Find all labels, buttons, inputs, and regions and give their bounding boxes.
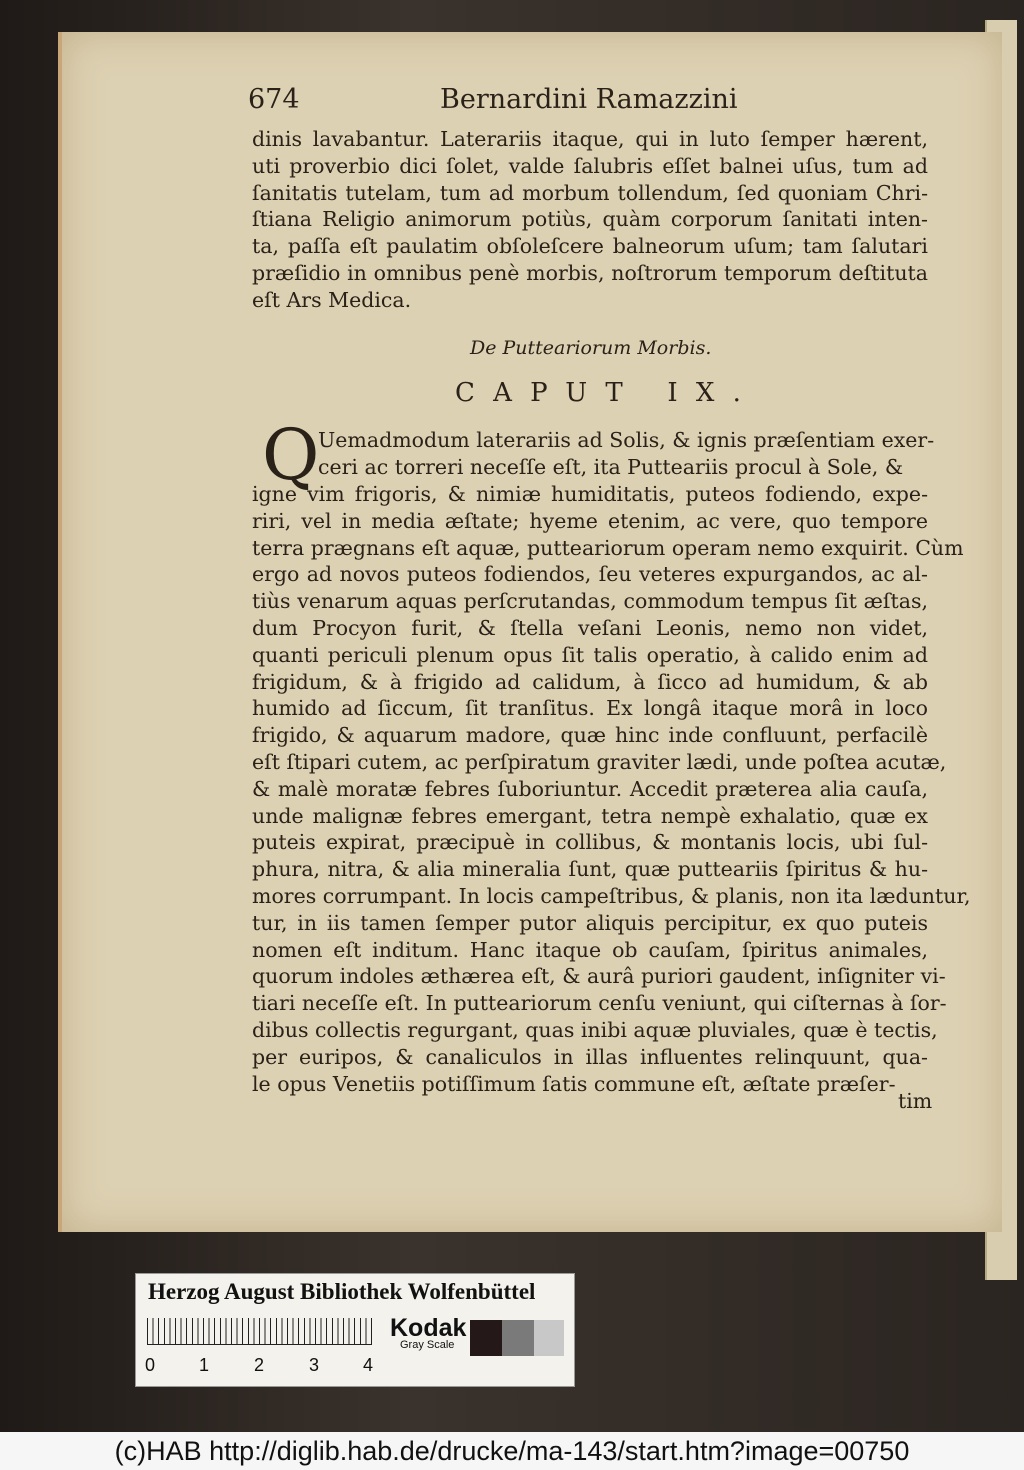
- text-line: ta, paſſa eſt paulatim obſoleſcere balneorum uſum; tam ſalutari: [252, 234, 928, 259]
- text-line: frigido, & aquarum madore, quæ hinc inde confluunt, perfacilè: [252, 723, 928, 748]
- section-subtitle: De Putteariorum Morbis.: [470, 337, 712, 359]
- text-line: ergo ad novos puteos fodiendos, ſeu veteres expurgandos, ac al-: [252, 562, 928, 587]
- ruler: [147, 1318, 372, 1345]
- text-line: frigidum, & à frigido ad calidum, à ſicco ad humidum, & ab: [252, 669, 928, 694]
- ruler-number: 3: [309, 1355, 320, 1375]
- text-line: ſtiana Religio animorum potiùs, quàm corporum ſanitati inten-: [252, 207, 928, 232]
- gray-swatch: [470, 1320, 502, 1356]
- text-line: Uemadmodum laterariis ad Solis, & ignis præſentiam exer-: [318, 428, 935, 452]
- text-line: & malè moratæ febres ſuboriuntur. Accedit præterea alia cauſa,: [252, 776, 928, 801]
- paragraph-2-indented: [318, 427, 935, 481]
- text-line: nomen eſt inditum. Hanc itaque ob cauſam, ſpiritus animales,: [252, 937, 928, 962]
- text-line: dum Procyon furit, & ſtella veſani Leonis, nemo non videt,: [252, 615, 928, 640]
- ruler-number: 1: [199, 1355, 210, 1375]
- text-line: tur, in iis tamen ſemper putor aliquis percipitur, ex quo puteis: [252, 910, 928, 935]
- library-label: Herzog August Bibliothek Wolfenbüttel: [148, 1279, 536, 1304]
- text-line: quorum indoles æthærea eſt, & aurâ puriori gaudent, inſigniter vi-: [252, 964, 946, 989]
- gray-swatch: [502, 1320, 534, 1356]
- text-line: dibus collectis regurgant, quas inibi aquæ pluviales, quæ è tectis,: [252, 1017, 938, 1042]
- text-line: ceri ac torreri neceſſe eſt, ita Putteariis procul à Sole, &: [318, 454, 904, 479]
- copyright-footer: (c)HAB http://diglib.hab.de/drucke/ma-143/start.htm?image=00750: [0, 1432, 1024, 1470]
- gray-scale-label: Gray Scale: [400, 1339, 455, 1351]
- text-line: tiùs venarum aquas perſcrutandas, commodum tempus ſit æſtas,: [252, 589, 928, 614]
- text-line: terra prægnans eſt aquæ, putteariorum operam nemo exquirit. Cùm: [252, 535, 964, 560]
- text-line: uti proverbio dici ſolet, valde ſalubris eſſet balnei uſus, tum ad: [252, 153, 928, 178]
- text-line: le opus Venetiis potiſſimum ſatis commune eſt, æſtate præſer-: [252, 1071, 896, 1096]
- ruler-number: 4: [363, 1355, 374, 1375]
- ruler-number: 0: [145, 1355, 156, 1375]
- drop-capital: Q: [262, 414, 320, 496]
- paragraph-2: [252, 481, 971, 1097]
- text-line: eſt Ars Medica.: [252, 287, 412, 312]
- gray-swatch: [534, 1320, 564, 1356]
- text-line: humido ad ſiccum, ſit tranſitus. Ex longâ itaque morâ in loco: [252, 696, 928, 721]
- text-line: riri, vel in media æſtate; hyeme etenim, ac vere, quo tempore: [252, 508, 928, 533]
- text-line: præſidio in omnibus penè morbis, noſtrorum temporum deſtituta: [252, 260, 928, 285]
- text-line: per euripos, & canaliculos in illas influentes relinquunt, qua-: [252, 1044, 928, 1069]
- text-line: unde malignæ febres emergant, tetra nempè exhalatio, quæ ex: [252, 803, 928, 828]
- text-line: tiari neceſſe eſt. In putteariorum cenſu veniunt, qui ciſternas à ſor-: [252, 991, 947, 1016]
- text-line: quanti periculi plenum opus ſit talis operatio, à calido enim ad: [252, 642, 928, 667]
- chapter-heading: CAPUT IX.: [455, 378, 760, 408]
- page-number: 674: [248, 84, 300, 115]
- running-head: Bernardini Ramazzini: [440, 84, 738, 115]
- kodak-logo: Kodak: [390, 1314, 467, 1342]
- text-line: eſt ſtipari cutem, ac perſpiratum graviter lædi, unde poſtea acutæ,: [252, 749, 947, 774]
- catchword: tim: [898, 1089, 933, 1113]
- paragraph-1: [252, 126, 928, 314]
- text-line: ſanitatis tutelam, tum ad morbum tollendum, ſed quoniam Chri-: [252, 180, 928, 205]
- text-line: puteis expirat, præcipuè in collibus, & montanis locis, ubi ſul-: [252, 830, 928, 855]
- ruler-number: 2: [254, 1355, 265, 1375]
- text-line: mores corrumpant. In locis campeſtribus, & planis, non ita læduntur,: [252, 883, 971, 908]
- text-line: phura, nitra, & alia mineralia ſunt, quæ putteariis ſpiritus & hu-: [252, 857, 928, 882]
- text-line: dinis lavabantur. Laterariis itaque, qui in luto ſemper hærent,: [252, 127, 928, 151]
- text-line: igne vim frigoris, & nimiæ humiditatis, puteos fodiendo, expe-: [252, 482, 928, 506]
